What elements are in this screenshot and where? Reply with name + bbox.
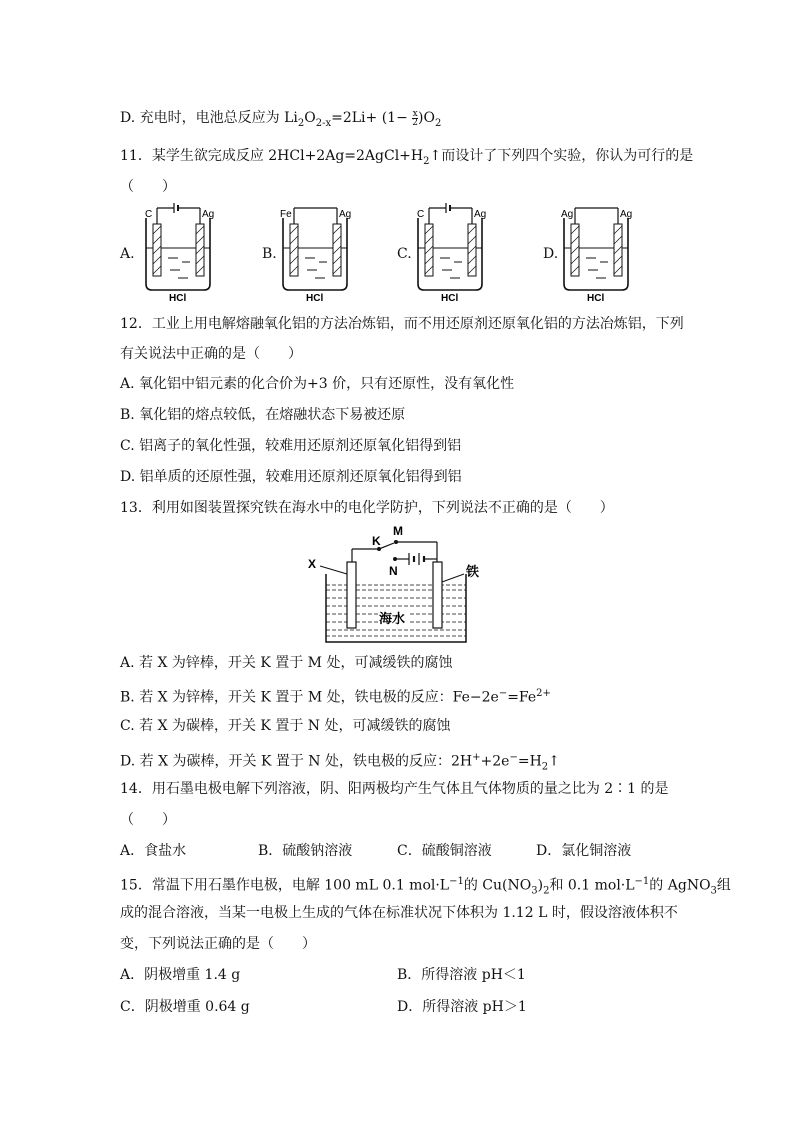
beaker-a-solution-label: HCl [169, 293, 187, 304]
q14-option-d: D．氯化铜溶液 [536, 843, 632, 859]
fraction: $\frac{x}{2}$ [412, 108, 418, 128]
q14-paren: （ ） [120, 812, 176, 828]
beaker-d-left-label: Ag [561, 209, 574, 220]
q12-option-b: B. 氧化铝的熔点较低，在熔融状态下易被还原 [120, 407, 406, 423]
beaker-c-right-label: Ag [474, 209, 487, 220]
beaker-c-solution-label: HCl [441, 293, 459, 304]
q12-option-a: A. 氧化铝中铝元素的化合价为+3 价，只有还原性，没有氧化性 [120, 376, 515, 392]
beaker-a-left-label: C [145, 209, 153, 220]
q13-option-c: C. 若 X 为碳棒，开关 K 置于 N 处，可减缓铁的腐蚀 [120, 718, 451, 734]
q15-stem-line2: 成的混合溶液，当某一电极上生成的气体在标准状况下体积为 1.12 L 时，假设溶液体积不 [120, 905, 678, 921]
q14-option-b: B．硫酸钠溶液 [258, 843, 353, 859]
q13-option-b: B. 若 X 为锌棒，开关 K 置于 M 处，铁电极的反应：$Fe-2e^-=Fe^{2+}$ [120, 688, 551, 706]
beaker-b-left-label: Fe [280, 209, 292, 220]
beaker-a-diagram [140, 200, 220, 304]
q13-option-a: A. 若 X 为锌棒，开关 K 置于 M 处，可减缓铁的腐蚀 [120, 655, 453, 671]
q13-option-d: D. 若 X 为碳棒，开关 K 置于 N 处，铁电极的反应：$2H^++2e^-=H_2↑$ [120, 752, 560, 773]
q15-option-b: B．所得溶液 pH＜1 [397, 967, 526, 983]
beaker-b-solution-label: HCl [306, 293, 324, 304]
q11-option-a-label: A. [120, 246, 135, 262]
q12-option-d: D. 铝单质的还原性强，较难用还原剂还原氧化铝得到铝 [120, 469, 462, 485]
q15-stem-line1: 15．常温下用石墨作电极，电解 100 mL 0.1 $mol\cdot L^{-1}$的 $Cu(NO_3)_2$和 0.1 $mol\cdot L^{-1}$的 AgNO$_3$组 [120, 876, 731, 897]
q13-diagram [306, 522, 488, 646]
beaker-c-diagram [412, 200, 492, 304]
q15-stem-line3: 变，下列说法正确的是（ ） [120, 936, 316, 952]
q10-option-d: D. 充电时，电池总反应为 $Li_2O_{2-x}=2Li+ (1-$ $\frac{x}{2}$ )$O_2$ [120, 108, 442, 129]
q13-stem: 13．利用如图装置探究铁在海水中的电化学防护，下列说法不正确的是（ ） [120, 500, 614, 516]
q13-label-m: M [393, 524, 403, 538]
q15-option-a: A．阴极增重 1.4 g [120, 967, 241, 983]
q13-label-fe: 铁 [466, 564, 480, 579]
q14-option-a: A．食盐水 [120, 843, 187, 859]
q11-option-c-label: C. [397, 246, 412, 262]
q11-stem: 11．某学生欲完成反应 $2HCl+2Ag=2AgCl+H_2↑$而设计了下列四个实验，你认为可行的是 [120, 148, 694, 167]
q11-option-d-label: D. [543, 246, 559, 262]
beaker-d-diagram [558, 200, 638, 304]
q12-stem-line1: 12．工业上用电解熔融氧化铝的方法冶炼铝，而不用还原剂还原氧化铝的方法冶炼铝，下列 [120, 316, 684, 332]
beaker-c-left-label: C [417, 209, 425, 220]
q13-label-sea: 海水 [379, 611, 406, 626]
beaker-d-right-label: Ag [620, 209, 633, 220]
q15-option-d: D．所得溶液 pH＞1 [397, 999, 527, 1015]
beaker-b-diagram [277, 200, 357, 304]
beaker-d-solution-label: HCl [587, 293, 605, 304]
beaker-b-right-label: Ag [339, 209, 352, 220]
q14-stem: 14．用石墨电极电解下列溶液，阴、阳两极均产生气体且气体物质的量之比为 2∶1 的是 [120, 781, 669, 797]
q13-label-k: K [372, 534, 381, 548]
q15-option-c: C．阴极增重 0.64 g [120, 999, 250, 1015]
q13-label-x: X [308, 557, 317, 571]
q11-option-b-label: B. [262, 246, 277, 262]
beaker-a-right-label: Ag [202, 209, 215, 220]
q11-paren: （ ） [120, 179, 176, 195]
q12-option-c: C. 铝离子的氧化性强，较难用还原剂还原氧化铝得到铝 [120, 438, 462, 454]
q13-label-n: N [389, 564, 398, 578]
q12-stem-line2: 有关说法中正确的是（ ） [120, 346, 302, 362]
q14-option-c: C．硫酸铜溶液 [397, 843, 492, 859]
